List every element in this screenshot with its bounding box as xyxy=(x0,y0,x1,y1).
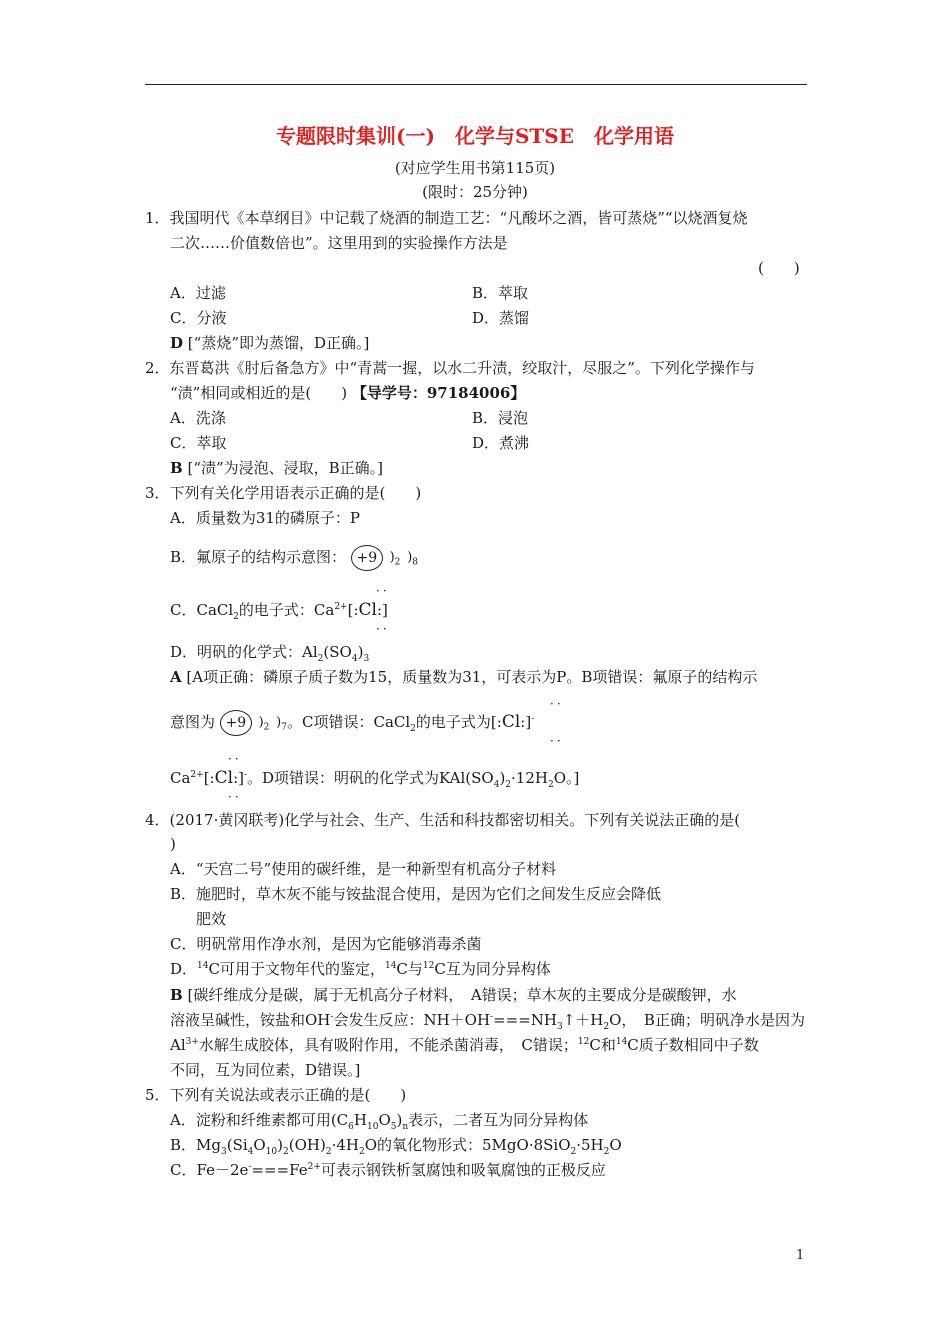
q3-stem: 3．下列有关化学用语表示正确的是( ) xyxy=(145,484,422,502)
q4-option-a: A．“天宫二号”使用的碳纤维，是一种新型有机高分子材料 xyxy=(170,860,557,878)
q4-answer: B xyxy=(170,986,183,1004)
fluorine-nucleus-diagram: +9 xyxy=(351,545,383,571)
q4-stem-2: ) xyxy=(170,835,176,853)
q3-e2-dots-top: ·· xyxy=(550,697,564,711)
q1-option-a: A．过滤 xyxy=(170,284,226,302)
q5-option-a: A．淀粉和纤维素都可用$(C_6H_{10}O_5)_n$表示，二者互为同分异构体 xyxy=(170,1111,589,1132)
q2-guide-number: 【导学号：97184006】 xyxy=(351,384,526,402)
q2-stem-1: 2．东晋葛洪《肘后备急方》中“青蒿一握，以水二升渍，绞取汁，尽服之”。下列化学操作与 xyxy=(145,359,755,377)
subtitle: (对应学生用书第115页) xyxy=(394,159,556,177)
q4-explanation-2: 溶液呈碱性，铵盐和OH-会发生反应：$NH+OH^-===NH_3↑+H_2O$， B正确；明矾净水是因为 xyxy=(170,1011,805,1032)
q4-option-d: D．$^{14}$C可用于文物年代的鉴定，$^{14}$C与$^{12}$C互为同分异构体 xyxy=(170,960,551,978)
electron-shell-2b: )$_7$ xyxy=(276,715,287,733)
q1-option-c: C．分液 xyxy=(170,309,227,327)
q1-answer: D xyxy=(170,334,184,352)
q2-stem-2: “渍”相同或相近的是( ) xyxy=(170,384,348,402)
q1-explanation: [“蒸烧”即为蒸馏，D正确。] xyxy=(187,334,370,352)
q3-e2-dots-bottom: ·· xyxy=(550,734,564,748)
q4-explanation-3: $Al^{3+}$水解生成胶体，具有吸附作用，不能杀菌消毒， C错误；$^{12}$C和$^{14}$C质子数相同中子数 xyxy=(170,1036,759,1054)
q4-stem-1: 4．(2017·黄冈联考)化学与社会、生产、生活和科技都密切相关。下列有关说法正确的是( xyxy=(145,811,741,829)
q5-option-b: B．$Mg_3(Si_4O_{10})_2(OH)_2\cdot 4H_2O$的氧化物形式：$5MgO\cdot 8SiO_2\cdot 5H_2O$ xyxy=(170,1136,622,1157)
q4-option-b-1: B．施肥时，草木灰不能与铵盐混合使用，是因为它们之间发生反应会降低 xyxy=(170,885,662,903)
q3-answer-line xyxy=(170,667,757,687)
time-limit: (限时：25分钟) xyxy=(422,183,528,201)
q5-option-c: C．$Fe-2e^-===Fe^{2+}$可表示钢铁析氢腐蚀和吸氧腐蚀的正极反应 xyxy=(170,1161,606,1179)
q2-option-a: A．洗涤 xyxy=(170,409,226,427)
fluorine-nucleus-diagram-correct: +9 xyxy=(220,710,252,736)
q3-option-b-line xyxy=(170,545,418,571)
q3-option-d: D．明矾的化学式：$Al_2(SO_4)_3$ xyxy=(170,643,370,664)
q1-stem-2: 二次……价值数倍也”。这里用到的实验操作方法是 xyxy=(170,234,508,252)
q2-option-b: B．浸泡 xyxy=(472,409,529,427)
q4-explanation-4: 不同，互为同位素，D错误。] xyxy=(170,1061,361,1079)
q1-stem-1: 1．我国明代《本草纲目》中记载了烧酒的制造工艺：“凡酸坏之酒，皆可蒸烧”“以烧酒复烧 xyxy=(145,209,748,227)
q3-option-a: A．质量数为31的磷原子：P xyxy=(170,509,361,527)
q1-answer-line xyxy=(170,333,369,353)
q3-e3-dots-bottom: ·· xyxy=(228,790,242,804)
electron-shell-1: )$_2$ xyxy=(389,550,401,568)
q4-option-c: C．明矾常用作净水剂，是因为它能够消毒杀菌 xyxy=(170,935,482,953)
q3-explanation-1: [A项正确：磷原子质子数为15，质量数为31，可表示为P。B项错误：氟原子的结构示 xyxy=(186,668,758,686)
q4-option-b-2: 肥效 xyxy=(196,910,227,928)
q3-option-b: B．氟原子的结构示意图： xyxy=(170,548,347,566)
electron-shell-1b: )$_2$ xyxy=(258,715,270,733)
q3-c-dots-bottom: ·· xyxy=(376,622,390,636)
q2-explanation: [“渍”为浸泡、浸取，B正确。] xyxy=(187,459,384,477)
header-rule xyxy=(145,84,807,85)
q2-option-d: D．煮沸 xyxy=(472,434,530,452)
q2-option-c: C．萃取 xyxy=(170,434,227,452)
page-title: 专题限时集训(一) 化学与STSE 化学用语 xyxy=(276,124,674,148)
q2-answer-line xyxy=(170,458,383,478)
chlorine-symbol: Cl xyxy=(358,600,377,620)
q4-explanation-1: [碳纤维成分是碳，属于无机高分子材料， A错误；草木灰的主要成分是碳酸钾，水 xyxy=(187,986,737,1004)
q5-stem: 5．下列有关说法或表示正确的是( ) xyxy=(145,1086,407,1104)
q1-option-b: B．萃取 xyxy=(472,284,529,302)
page-number: 1 xyxy=(796,1248,805,1263)
q2-stem-2-line xyxy=(170,383,525,403)
q3-e3-dots-top: ·· xyxy=(228,752,242,766)
q3-answer: A xyxy=(170,668,182,686)
q1-blank: ( ) xyxy=(758,259,800,277)
q3-option-c-line: C．CaCl$_2$的电子式：$Ca^{2+}[:Cl:]$ xyxy=(170,600,388,622)
q3-c-dots-top: ·· xyxy=(376,584,390,598)
q3-explanation-2: 意图为 +9 )$_2$ )$_7$。C项错误：CaCl$_2$的电子式为[:Cl:]- xyxy=(170,712,535,734)
electron-shell-2: )$_8$ xyxy=(407,550,418,568)
q4-answer-line xyxy=(170,985,737,1005)
q2-answer: B xyxy=(170,459,183,477)
q1-option-d: D．蒸馏 xyxy=(472,309,530,327)
q3-explanation-3: $Ca^{2+}[:Cl:]^-$。D项错误：明矾的化学式为$KAl(SO_4)_2\cdot 12H_2O$。] xyxy=(170,768,580,790)
